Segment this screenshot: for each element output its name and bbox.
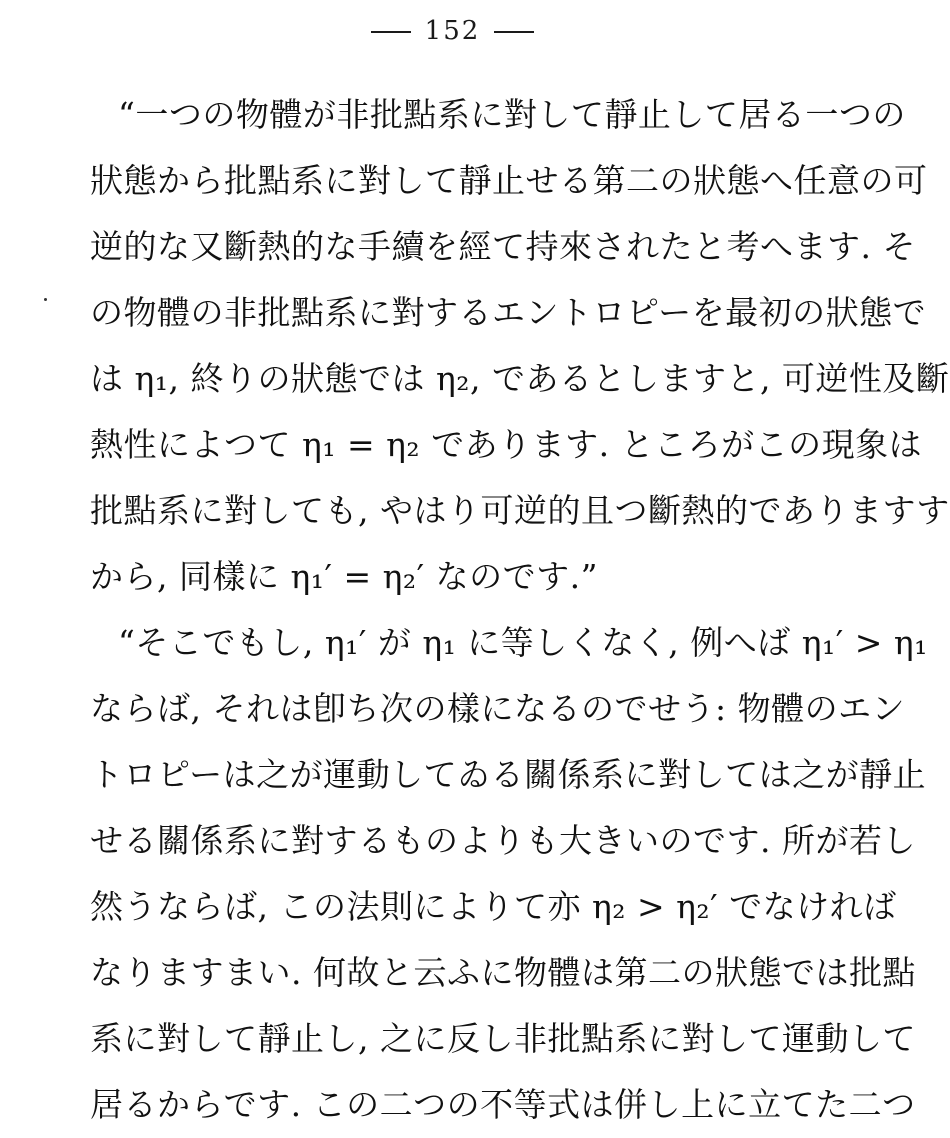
body-text <box>90 82 950 1138</box>
text-line: 逆的な又斷熱的な手續を經て持來されたと考へます. そ <box>90 227 916 266</box>
text-line: の物體の非批點系に對するエントロピーを最初の狀態で <box>90 293 927 332</box>
text-line: 批點系に對しても, やはり可逆的且つ斷熱的でありますす <box>90 491 950 530</box>
text-line: 系に對して靜止し, 之に反し非批點系に對して運動して <box>90 1019 916 1058</box>
text-line: は η₁, 終りの狀態では η₂, であるとしますと, 可逆性及斷 <box>90 359 950 398</box>
text-line: 居るからです. この二つの不等式は併し上に立てた二つ <box>90 1085 916 1124</box>
page-number-dash-right <box>494 31 534 33</box>
ink-speck <box>44 298 47 301</box>
text-line: ならば, それは卽ち次の樣になるのでせう: 物體のエン <box>90 689 906 728</box>
page-number-value: 152 <box>424 16 481 46</box>
text-line: 狀態から批點系に對して靜止せる第二の狀態へ任意の可 <box>90 161 928 200</box>
text-line: 熱性によつて η₁ = η₂ であります. ところがこの現象は <box>90 425 923 464</box>
text-line: “そこでもし, η₁′ が η₁ に等しくなく, 例へば η₁′ > η₁ <box>118 623 928 662</box>
page-number <box>0 16 905 46</box>
text-line: せる關係系に對するものよりも大きいのです. 所が若し <box>90 821 916 860</box>
text-line: “一つの物體が非批點系に對して靜止して居る一つの <box>118 95 906 134</box>
text-line: トロピーは之が運動してゐる關係系に對しては之が靜止 <box>90 755 927 794</box>
text-line: なりますまい. 何故と云ふに物體は第二の狀態では批點 <box>90 953 916 992</box>
text-line: から, 同樣に η₁′ = η₂′ なのです.” <box>90 557 598 596</box>
text-line: 然うならば, この法則によりて亦 η₂ > η₂′ でなければ <box>90 887 897 926</box>
page-number-dash-left <box>371 31 411 33</box>
